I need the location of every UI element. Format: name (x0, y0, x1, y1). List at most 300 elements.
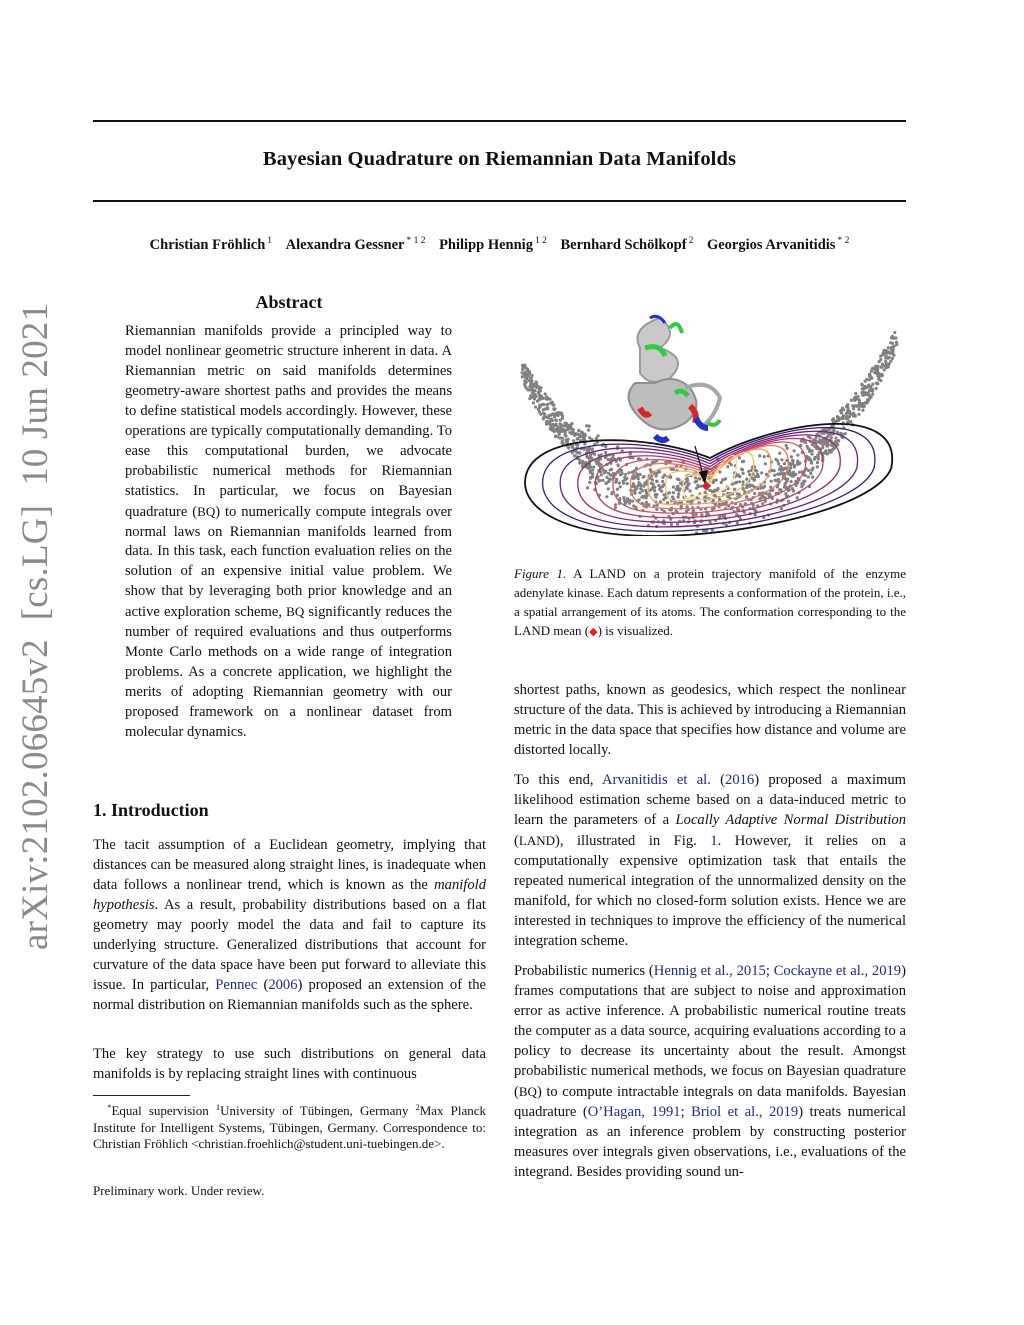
data-point (530, 396, 533, 399)
data-point (632, 482, 635, 485)
data-point (621, 472, 624, 475)
data-point (536, 400, 539, 403)
data-point (639, 473, 642, 476)
data-point (658, 470, 661, 473)
data-point (736, 521, 739, 524)
data-point (786, 447, 789, 450)
data-point (753, 478, 756, 481)
data-point (778, 472, 781, 475)
data-point (778, 452, 781, 455)
data-point (597, 479, 600, 482)
data-point (816, 465, 819, 468)
data-point (541, 403, 544, 406)
data-point (593, 453, 596, 456)
data-point (777, 462, 780, 465)
data-point (885, 356, 888, 359)
data-point (822, 440, 825, 443)
data-point (617, 463, 620, 466)
data-point (894, 336, 897, 339)
data-point (831, 418, 834, 421)
author-name: Philipp Hennig (439, 237, 533, 253)
preliminary-note: Preliminary work. Under review. (93, 1183, 265, 1198)
data-point (573, 454, 576, 457)
data-point (677, 478, 680, 481)
data-point (743, 490, 746, 493)
data-point (545, 420, 548, 423)
citation-link-ohagan[interactable]: O’Hagan, 1991 (587, 1103, 681, 1120)
data-point (584, 434, 587, 437)
data-point (807, 469, 810, 472)
acronym-land: LAND (518, 832, 555, 848)
data-point (619, 485, 622, 488)
data-point (554, 418, 557, 421)
data-point (811, 476, 814, 479)
data-point (672, 491, 675, 494)
data-point (742, 472, 745, 475)
data-point (758, 497, 761, 500)
data-point (789, 466, 792, 469)
data-point (560, 441, 563, 444)
title-bottom-rule (93, 200, 906, 202)
data-point (601, 479, 604, 482)
data-point (563, 430, 566, 433)
author-name: Christian Fröhlich (149, 237, 266, 253)
data-point (845, 412, 848, 415)
data-point (616, 488, 619, 491)
data-point (554, 424, 557, 427)
right-paragraph-1: shortest paths, known as geodesics, which respect the nonlinear structure of the data. This is achieved by introducing a Riemannian metric in the data space that specifies how distance and volume are distorted locally. (514, 682, 906, 758)
data-point (639, 487, 642, 490)
text-segment: ) treats numerical integration as an inference problem by constructing posterior measures over integrals given observations, i.e., evaluations of the integrand. Besides providing sound un- (514, 1103, 907, 1180)
data-point (862, 387, 865, 390)
data-point (881, 363, 884, 366)
data-point (826, 452, 829, 455)
data-point (565, 440, 568, 443)
figure-land-manifold (510, 288, 910, 536)
data-point (632, 504, 635, 507)
data-point (721, 478, 724, 481)
data-point (796, 496, 799, 499)
data-point (857, 408, 860, 411)
author (707, 237, 849, 253)
data-point (802, 480, 805, 483)
data-point (589, 476, 592, 479)
data-point (773, 474, 776, 477)
data-point (558, 433, 561, 436)
data-point (649, 468, 652, 471)
text-segment: ) to compute intractable integrals on data manifolds. Bayesian quadrature ( (514, 1083, 906, 1120)
data-point (623, 499, 626, 502)
data-point (851, 404, 854, 407)
data-point (572, 439, 575, 442)
data-point (785, 444, 788, 447)
text-segment: ) proposed an extension of the normal distribution on Riemannian manifolds such as the sphere. (93, 976, 486, 1013)
text-segment: ( (257, 976, 269, 993)
data-point (576, 437, 579, 440)
protein-ribbon (655, 436, 668, 440)
abstract-segment: ) to numerically compute integrals over normal laws on Riemannian manifolds learned from data. In this task, each function evaluation relies on the solution of an expensive initial value problem. We show that by leveraging both prior knowledge and an active exploration scheme, (125, 503, 453, 621)
data-point (863, 405, 866, 408)
data-point (542, 397, 545, 400)
data-point (848, 412, 851, 415)
data-point (877, 373, 880, 376)
data-point (675, 488, 678, 491)
data-point (695, 487, 698, 490)
data-point (713, 479, 716, 482)
footnote-rule (93, 1095, 190, 1096)
data-point (846, 403, 849, 406)
data-point (853, 414, 856, 417)
data-point (776, 459, 779, 462)
data-point (603, 471, 606, 474)
data-point (671, 496, 674, 499)
data-point (869, 396, 872, 399)
data-point (777, 478, 780, 481)
data-point (585, 455, 588, 458)
abstract-text (125, 322, 452, 743)
data-point (793, 465, 796, 468)
data-point (694, 480, 697, 483)
data-point (871, 393, 874, 396)
data-point (793, 449, 796, 452)
data-point (890, 351, 893, 354)
footnote-marker: * (107, 1102, 112, 1112)
data-point (676, 523, 679, 526)
citation-link-hennig[interactable]: Hennig et al., 2015 (653, 963, 766, 979)
data-point (895, 341, 898, 344)
data-point (524, 376, 527, 379)
data-point (868, 375, 871, 378)
data-point (633, 490, 636, 493)
emphasis: Locally Adaptive Normal Distribution (675, 811, 906, 828)
data-point (524, 372, 527, 375)
data-point (661, 480, 664, 483)
data-point (622, 482, 625, 485)
data-point (830, 436, 833, 439)
data-point (607, 458, 610, 461)
data-point (880, 373, 883, 376)
text-segment: The tacit assumption of a Euclidean geometry, implying that distances can be measured along straight lines, is inadequate when data follows a nonlinear trend, which is known as the (93, 837, 486, 893)
data-point (670, 523, 673, 526)
data-point (841, 416, 844, 419)
protein-ribbon (670, 324, 682, 333)
data-point (638, 491, 641, 494)
data-point (741, 460, 744, 463)
data-point (796, 454, 799, 457)
data-point (552, 404, 555, 407)
data-point (560, 412, 563, 415)
data-point (639, 483, 642, 486)
data-point (658, 488, 661, 491)
author-name: Alexandra Gessner (285, 237, 405, 253)
data-point (738, 456, 741, 459)
data-point (697, 477, 700, 480)
data-point (609, 478, 612, 481)
data-point (586, 486, 589, 489)
data-point (883, 368, 886, 371)
data-point (821, 446, 824, 449)
data-point (564, 424, 567, 427)
data-point (626, 482, 629, 485)
data-point (739, 503, 742, 506)
data-point (816, 441, 819, 444)
data-point (538, 410, 541, 413)
data-point (790, 455, 793, 458)
data-point (779, 488, 782, 491)
text-segment: ), illustrated in Fig. (554, 832, 711, 849)
data-point (738, 480, 741, 483)
data-point (615, 478, 618, 481)
data-point (736, 492, 739, 495)
data-point (809, 472, 812, 475)
data-point (854, 392, 857, 395)
data-point (834, 437, 837, 440)
data-point (811, 467, 814, 470)
citation-link-arvanitidis-year[interactable]: 2016 (725, 772, 755, 788)
data-point (578, 461, 581, 464)
data-point (672, 468, 675, 471)
data-point (587, 429, 590, 432)
data-point (532, 384, 535, 387)
data-point (538, 394, 541, 397)
data-point (695, 513, 698, 516)
data-point (783, 486, 786, 489)
data-point (811, 449, 814, 452)
citation-link-briol[interactable]: Briol et al., 2019 (691, 1103, 799, 1120)
text-segment: ( (514, 832, 519, 849)
data-point (791, 462, 794, 465)
data-point (581, 462, 584, 465)
data-point (551, 419, 554, 422)
text-segment: . However, it relies on a computationally expensive optimization task that entails the repeated numerical integration of the unnormalized density on the manifold, for which no closed-form solution exists. Hence we are interested in techniques to improve the efficiency of the numerical integration scheme. (514, 832, 906, 949)
data-point (600, 473, 603, 476)
data-point (610, 492, 613, 495)
data-point (578, 459, 581, 462)
data-point (560, 430, 563, 433)
data-point (564, 434, 567, 437)
data-point (554, 435, 557, 438)
data-point (559, 419, 562, 422)
data-point (850, 399, 853, 402)
data-point (792, 489, 795, 492)
data-point (597, 461, 600, 464)
author-affiliation: 2 (688, 236, 694, 246)
data-point (784, 482, 787, 485)
data-point (761, 502, 764, 505)
data-point (656, 504, 659, 507)
data-point (614, 503, 617, 506)
data-point (700, 513, 703, 516)
data-point (534, 405, 537, 408)
data-point (875, 387, 878, 390)
data-point (605, 482, 608, 485)
emphasis: manifold hypothesis (93, 876, 486, 913)
data-point (636, 476, 639, 479)
data-point (672, 485, 675, 488)
data-point (749, 483, 752, 486)
text-segment: . As a result, probability distributions based on a flat geometry may poorly model the data and fail to capture its underlying structure. Generalized distributions that account for curvature of the data space have been put forward to alleviate this issue. In particular, (93, 896, 486, 993)
data-point (627, 471, 630, 474)
data-point (538, 388, 541, 391)
data-point (614, 481, 617, 484)
data-point (758, 454, 761, 457)
intro-paragraph-1 (93, 836, 486, 1016)
data-point (836, 419, 839, 422)
acronym-land: LAND (514, 623, 551, 638)
data-point (645, 491, 648, 494)
data-point (864, 380, 867, 383)
data-point (893, 345, 896, 348)
data-point (653, 486, 656, 489)
data-point (530, 374, 533, 377)
data-point (784, 492, 787, 495)
data-point (544, 392, 547, 395)
data-point (826, 444, 829, 447)
data-point (689, 489, 692, 492)
data-point (678, 489, 681, 492)
caption-text: A (566, 566, 590, 581)
data-point (756, 473, 759, 476)
data-point (726, 465, 729, 468)
text-segment: Probabilistic numerics ( (514, 963, 654, 979)
footnote-text: Equal supervision (111, 1103, 216, 1118)
data-point (524, 384, 527, 387)
data-point (588, 481, 591, 484)
data-point (885, 362, 888, 365)
author-name: Georgios Arvanitidis (706, 237, 836, 253)
data-point (868, 388, 871, 391)
data-point (889, 360, 892, 363)
data-point (561, 414, 564, 417)
data-point (787, 500, 790, 503)
data-point (597, 434, 600, 437)
data-point (813, 458, 816, 461)
acronym-bq: BQ (286, 604, 305, 620)
text-segment: ) proposed a maximum likelihood estimation scheme based on a data-induced metric to learn the parameters of a (514, 772, 907, 828)
data-point (842, 408, 845, 411)
data-point (780, 507, 783, 510)
data-point (588, 436, 591, 439)
intro-paragraph-2: The key strategy to use such distributions on general data manifolds is by replacing straight lines with continuous (93, 1046, 486, 1082)
right-paragraph-3 (514, 962, 906, 1182)
data-point (791, 459, 794, 462)
data-point (861, 394, 864, 397)
red-diamond-icon: ◆ (589, 626, 598, 638)
text-segment: ; (765, 963, 774, 979)
data-point (607, 487, 610, 490)
data-point (773, 479, 776, 482)
data-point (788, 473, 791, 476)
data-point (685, 510, 688, 513)
data-point (548, 422, 551, 425)
citation-link-pennec[interactable]: Pennec (215, 976, 258, 993)
author (439, 237, 547, 253)
data-point (857, 404, 860, 407)
data-point (640, 496, 643, 499)
data-point (796, 463, 799, 466)
acronym-land: LAND (589, 566, 626, 581)
data-point (832, 447, 835, 450)
data-point (764, 462, 767, 465)
caption-text: on a protein trajectory manifold of the enzyme adenylate kinase. Each datum represents a conformation of the protein, i.e., a spatial arrangement of its atoms. The conformation corresponding to the (514, 566, 907, 619)
data-point (650, 482, 653, 485)
data-point (737, 474, 740, 477)
data-point (627, 499, 630, 502)
data-point (763, 485, 766, 488)
data-point (875, 382, 878, 385)
data-point (878, 360, 881, 363)
data-point (809, 436, 812, 439)
data-point (592, 466, 595, 469)
data-point (783, 462, 786, 465)
data-point (755, 470, 758, 473)
data-point (677, 493, 680, 496)
data-point (816, 461, 819, 464)
data-point (631, 500, 634, 503)
data-point (815, 436, 818, 439)
data-point (655, 480, 658, 483)
footnote-text: University of Tübingen, Germany (220, 1103, 416, 1118)
data-point (654, 495, 657, 498)
data-point (807, 447, 810, 450)
data-point (581, 431, 584, 434)
data-point (871, 367, 874, 370)
data-point (653, 489, 656, 492)
data-point (643, 482, 646, 485)
paper-title: Bayesian Quadrature on Riemannian Data Manifolds (262, 148, 737, 170)
data-point (883, 352, 886, 355)
citation-link-pennec-year[interactable]: 2006 (268, 976, 298, 993)
data-point (628, 502, 631, 505)
arxiv-stamp: arXiv:2102.06645v2 [cs.LG] 10 Jun 2021 (15, 302, 56, 950)
caption-text: mean ( (550, 623, 590, 638)
acronym-bq: BQ (518, 1083, 537, 1099)
data-point (745, 486, 748, 489)
data-point (854, 404, 857, 407)
data-point (610, 468, 613, 471)
data-point (768, 492, 771, 495)
data-point (871, 383, 874, 386)
protein-structure-image (629, 316, 720, 440)
data-point (655, 474, 658, 477)
data-point (663, 493, 666, 496)
figure-reference-link[interactable]: 1 (710, 832, 718, 849)
text-segment: ) frames computations that are subject to noise and approximation error as active inference. A probabilistic numerical routine treats the computer as a data source, acquiring evaluations according to a policy to decrease its uncertainty about the result. Amongst probabilistic numerical methods, we focus on Bayesian quadrature ( (514, 963, 906, 1100)
data-point (527, 375, 530, 378)
data-point (521, 364, 524, 367)
text-segment: ( (710, 772, 726, 788)
data-point (889, 341, 892, 344)
data-point (800, 485, 803, 488)
author-name: Bernhard Schölkopf (560, 237, 687, 253)
citation-link-cockayne[interactable]: Cockayne et al., 2019 (773, 963, 902, 979)
data-point (760, 471, 763, 474)
data-point (553, 412, 556, 415)
data-point (844, 432, 847, 435)
text-segment: To this end, (514, 772, 602, 788)
citation-link-arvanitidis[interactable]: Arvanitidis et al. (601, 772, 711, 788)
data-point (733, 488, 736, 491)
acronym-bq: BQ (197, 503, 216, 519)
data-point (770, 480, 773, 483)
author-affiliation: * 1 2 (406, 236, 426, 246)
author-affiliation: 1 2 (534, 236, 547, 246)
data-point (527, 369, 530, 372)
data-point (876, 365, 879, 368)
data-point (709, 521, 712, 524)
data-point (591, 472, 594, 475)
author-affiliation: 1 (267, 236, 273, 246)
